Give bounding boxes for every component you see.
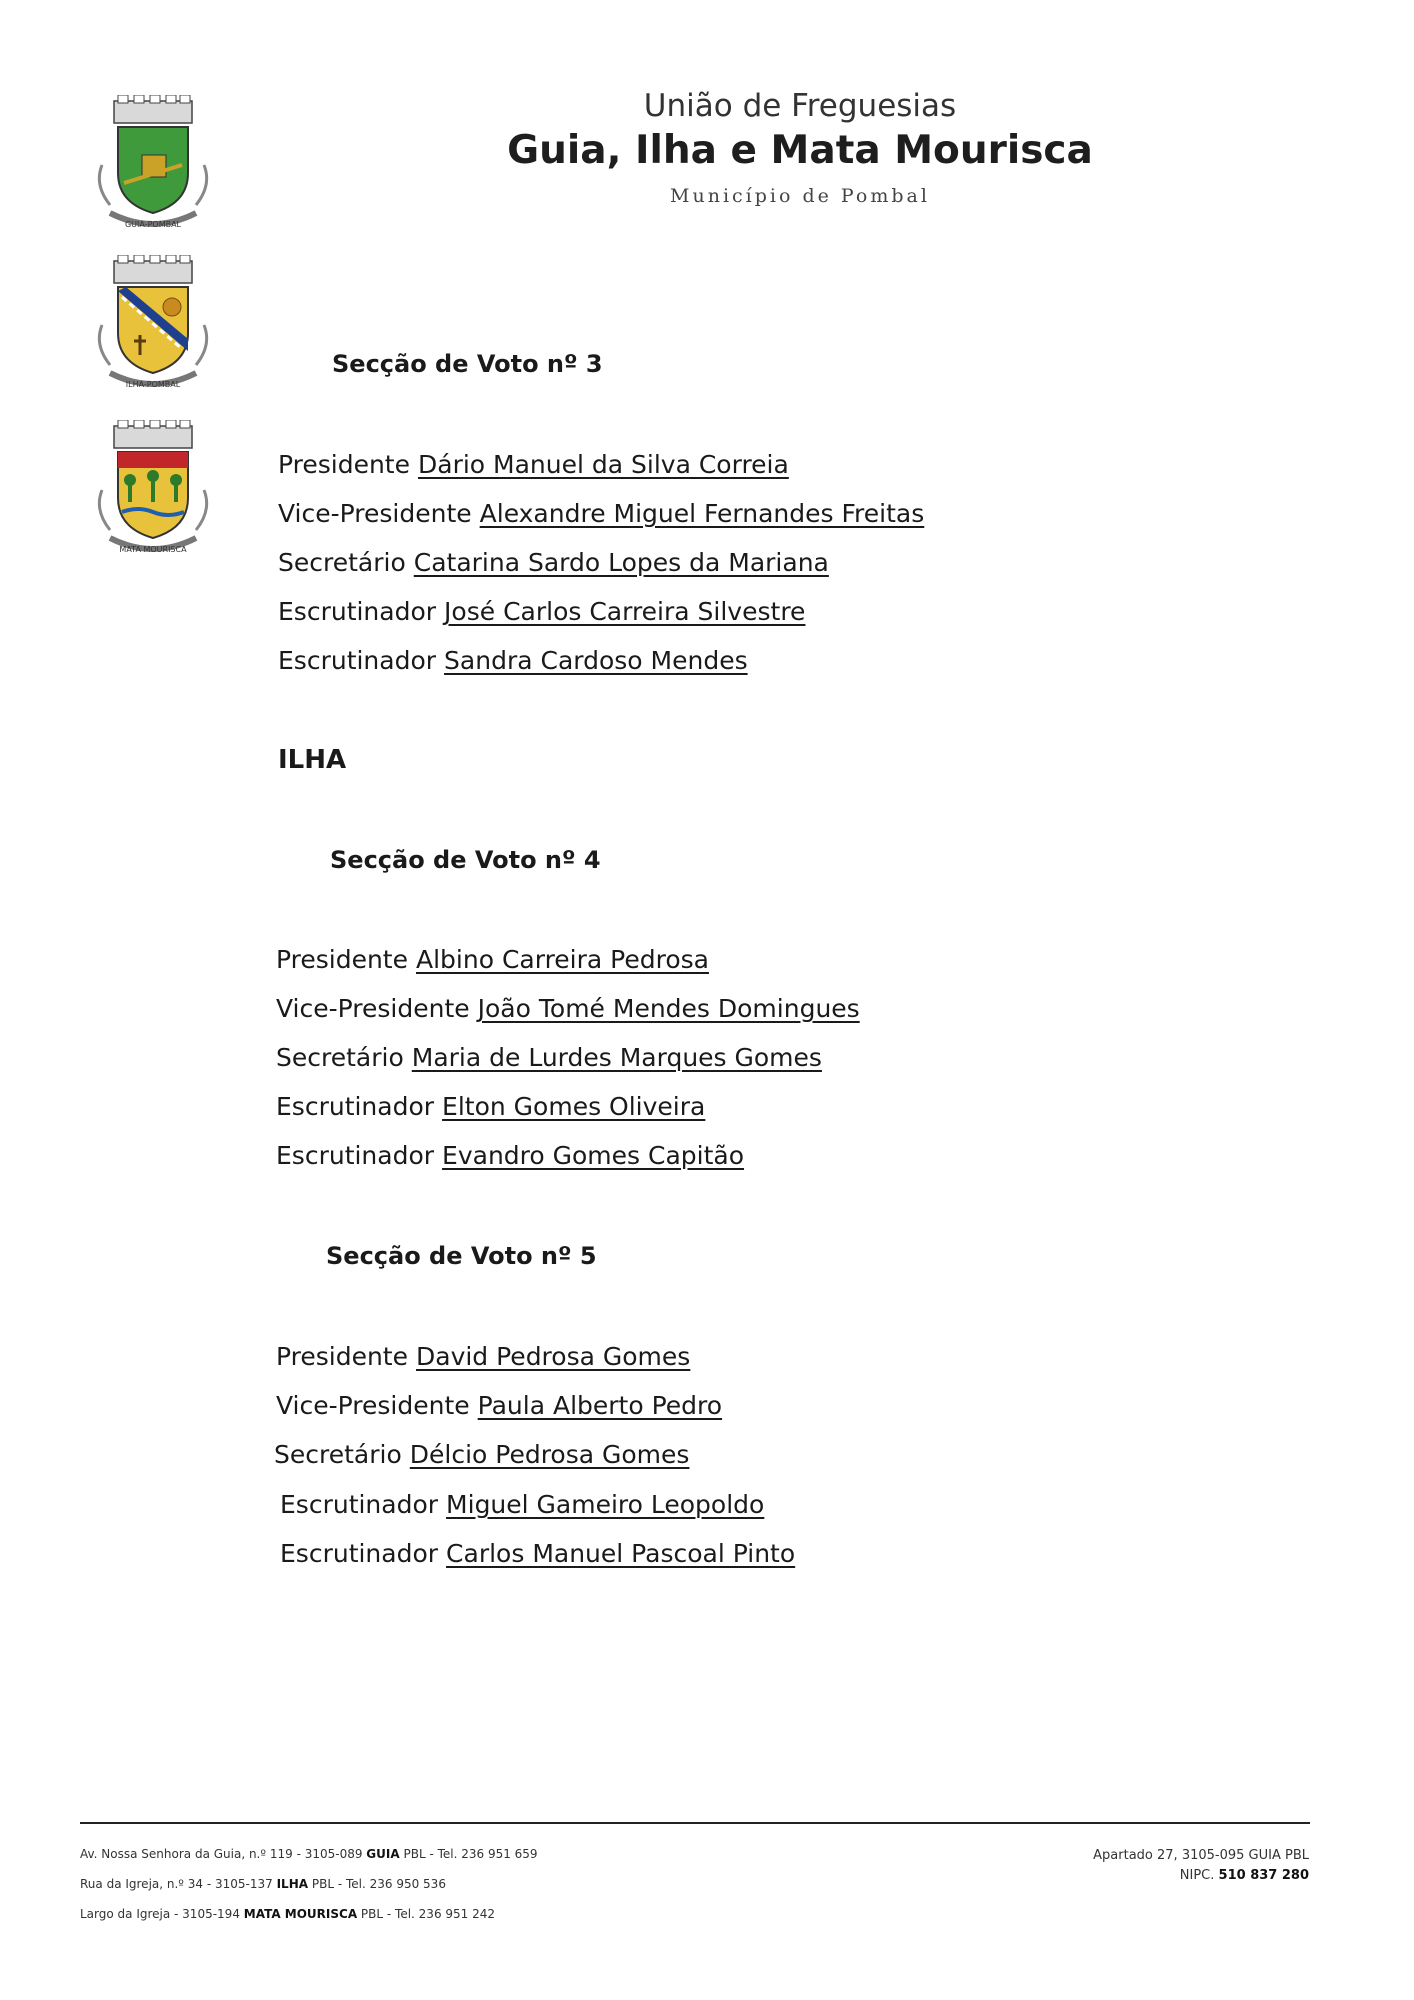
- member-row: [276, 1092, 705, 1121]
- member-name: Elton Gomes Oliveira: [442, 1092, 706, 1121]
- footer-address-mata-mourisca: Largo da Igreja - 3105-194 MATA MOURISCA PBL - Tel. 236 951 242: [80, 1907, 496, 1921]
- member-name: Miguel Gameiro Leopoldo: [446, 1490, 765, 1519]
- member-name: Carlos Manuel Pascoal Pinto: [446, 1539, 796, 1568]
- member-role: Escrutinador: [280, 1539, 439, 1568]
- footer-apartado: Apartado 27, 3105-095 GUIA PBL: [1093, 1848, 1309, 1863]
- member-name: Evandro Gomes Capitão: [442, 1141, 745, 1170]
- member-name: David Pedrosa Gomes: [416, 1342, 691, 1371]
- footer-address-guia: Av. Nossa Senhora da Guia, n.º 119 - 3105-089 GUIA PBL - Tel. 236 951 659: [80, 1847, 538, 1861]
- member-role: Secretário: [278, 548, 406, 577]
- footer-divider: [80, 1822, 1310, 1824]
- section-3-heading: Secção de Voto nº 3: [332, 350, 603, 378]
- member-role: Escrutinador: [276, 1092, 435, 1121]
- member-row: [276, 1141, 744, 1170]
- member-row: [278, 548, 829, 577]
- member-row: [274, 1440, 689, 1469]
- header-union-label: União de Freguesias: [643, 88, 957, 124]
- footer-address-ilha: Rua da Igreja, n.º 34 - 3105-137 ILHA PBL - Tel. 236 950 536: [80, 1877, 446, 1891]
- member-name: Dário Manuel da Silva Correia: [418, 450, 789, 479]
- member-row: [276, 1043, 822, 1072]
- guia-coat-of-arms: [90, 95, 216, 235]
- member-role: Vice-Presidente: [276, 1391, 470, 1420]
- member-role: Escrutinador: [276, 1141, 435, 1170]
- member-row: [278, 450, 789, 479]
- member-role: Secretário: [276, 1043, 404, 1072]
- header-municipality: Município de Pombal: [670, 185, 930, 207]
- member-row: [280, 1539, 795, 1568]
- member-row: [280, 1490, 764, 1519]
- member-name: José Carlos Carreira Silvestre: [444, 597, 806, 626]
- member-name: Alexandre Miguel Fernandes Freitas: [479, 499, 925, 528]
- member-row: [278, 597, 805, 626]
- mata-crest-caption: MATA MOURISCA: [119, 545, 187, 554]
- member-role: Escrutinador: [280, 1490, 439, 1519]
- place-heading-ilha: ILHA: [278, 745, 347, 775]
- member-role: Escrutinador: [278, 646, 437, 675]
- member-row: [276, 1342, 690, 1371]
- member-row: [276, 1391, 722, 1420]
- member-name: João Tomé Mendes Domingues: [477, 994, 860, 1023]
- ilha-coat-of-arms: [90, 255, 216, 395]
- member-row: [276, 994, 860, 1023]
- section-5-heading: Secção de Voto nº 5: [326, 1242, 597, 1270]
- ilha-crest-caption: ILHA-POMBAL: [125, 380, 181, 389]
- mata-mourisca-coat-of-arms: [90, 420, 216, 560]
- member-role: Presidente: [278, 450, 410, 479]
- member-name: Albino Carreira Pedrosa: [416, 945, 709, 974]
- member-role: Presidente: [276, 945, 408, 974]
- member-name: Catarina Sardo Lopes da Mariana: [413, 548, 829, 577]
- header-title: Guia, Ilha e Mata Mourisca: [507, 128, 1093, 173]
- member-name: Délcio Pedrosa Gomes: [409, 1440, 690, 1469]
- member-row: [276, 945, 709, 974]
- member-name: Maria de Lurdes Marques Gomes: [411, 1043, 822, 1072]
- footer-nipc: NIPC. 510 837 280: [1179, 1868, 1309, 1883]
- member-role: Vice-Presidente: [276, 994, 470, 1023]
- member-role: Secretário: [274, 1440, 402, 1469]
- section-4-heading: Secção de Voto nº 4: [330, 846, 601, 874]
- member-row: [278, 646, 748, 675]
- member-row: [278, 499, 924, 528]
- member-name: Sandra Cardoso Mendes: [444, 646, 748, 675]
- member-role: Vice-Presidente: [278, 499, 472, 528]
- member-role: Presidente: [276, 1342, 408, 1371]
- guia-crest-caption: GUIA-POMBAL: [124, 220, 182, 229]
- member-name: Paula Alberto Pedro: [477, 1391, 723, 1420]
- member-role: Escrutinador: [278, 597, 437, 626]
